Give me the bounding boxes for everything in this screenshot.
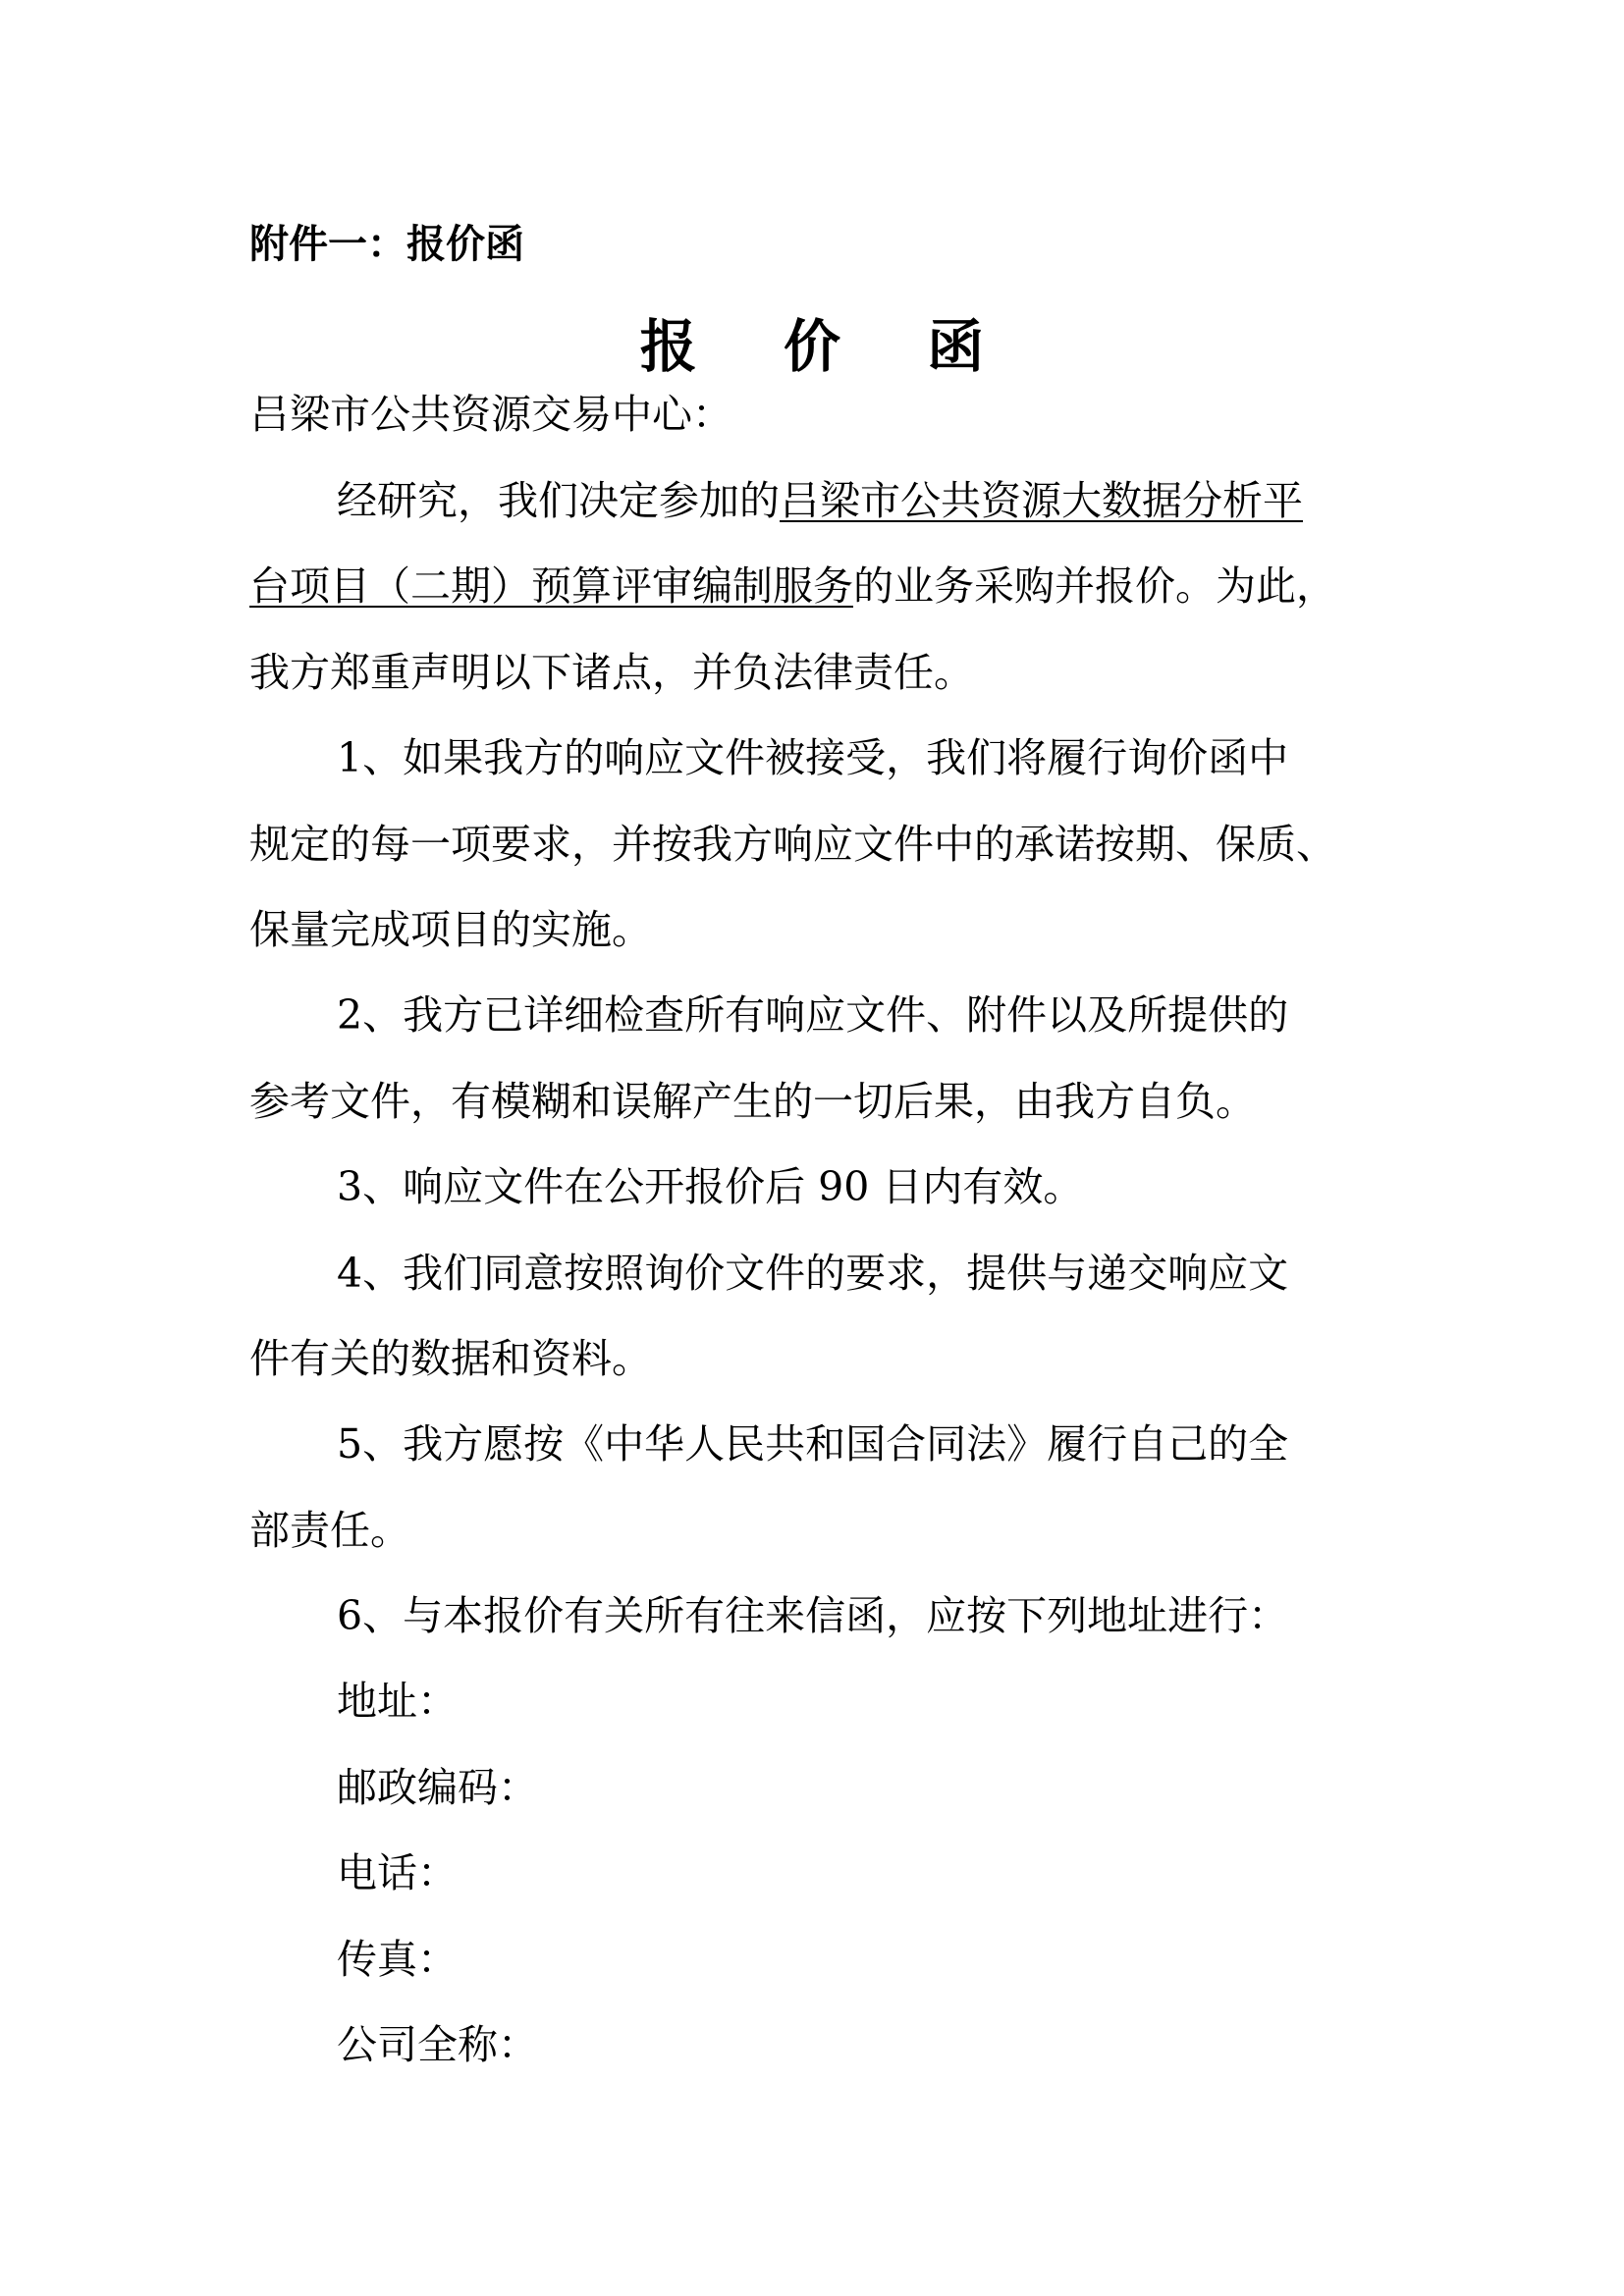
item-1-line-2: 规定的每一项要求，并按我方响应文件中的承诺按期、保质、 xyxy=(249,821,1336,868)
item-2-line-1: 2、我方已详细检查所有响应文件、附件以及所提供的 xyxy=(337,991,1289,1039)
postcode-label: 邮政编码： xyxy=(337,1764,538,1811)
item-1-line-3: 保量完成项目的实施。 xyxy=(249,906,652,953)
item-6-line-1: 6、与本报价有关所有往来信函，应按下列地址进行： xyxy=(337,1592,1289,1639)
intro-suffix: 的业务采购并报价。为此， xyxy=(853,562,1336,610)
document-title: 报 价 函 xyxy=(639,313,1018,380)
item-5-line-1: 5、我方愿按《中华人民共和国合同法》履行自己的全 xyxy=(337,1420,1289,1468)
item-2-line-2: 参考文件，有模糊和误解产生的一切后果，由我方自负。 xyxy=(249,1078,1256,1125)
item-3-line-1: 3、响应文件在公开报价后 90 日内有效。 xyxy=(337,1163,1084,1210)
item-5-line-2: 部责任。 xyxy=(249,1507,410,1554)
item-4-line-1: 4、我们同意按照询价文件的要求，提供与递交响应文 xyxy=(337,1250,1289,1297)
item-1-line-1: 1、如果我方的响应文件被接受，我们将履行询价函中 xyxy=(337,734,1289,781)
address-label: 地址： xyxy=(337,1678,458,1725)
recipient: 吕梁市公共资源交易中心： xyxy=(249,391,732,438)
attachment-heading: 附件一：报价函 xyxy=(249,222,524,267)
intro-prefix: 经研究，我们决定参加的 xyxy=(337,477,780,524)
project-name-part-1: 吕梁市公共资源大数据分析平 xyxy=(780,477,1303,524)
project-name-part-2: 台项目（二期）预算评审编制服务 xyxy=(249,562,853,610)
intro-line-2 xyxy=(249,562,1336,610)
fax-label: 传真： xyxy=(337,1936,458,1983)
intro-line-3: 我方郑重声明以下诸点，并负法律责任。 xyxy=(249,649,974,696)
phone-label: 电话： xyxy=(337,1849,458,1896)
intro-line-1 xyxy=(337,477,1303,524)
company-label: 公司全称： xyxy=(337,2021,538,2068)
item-4-line-2: 件有关的数据和资料。 xyxy=(249,1335,652,1382)
